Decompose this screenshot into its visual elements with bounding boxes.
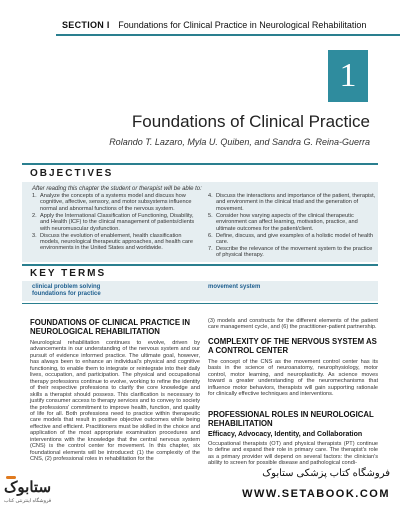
left-body-paragraph: Neurological rehabilitation continues to evolve, driven by advancements in our understanding of the nervous system and our pursuit of evidence informed practice. The ultimate goal, however, has always been to enhance an individual's physical and cognitive functioning, to enable them to integrate or reintegrate into their daily lives, occupation, and participation. The physical and occupational therapy professions continue to evolve, working to refine the identity of their respective professions to clarify the core knowledge and skills a therapist should possess. This clarification is necessary to justify consumer access to therapy services and to convey to society the professions' commitment to improve health, function, and quality of life for all. Both professions need to practice within therapeutic care models that result in positive objective outcomes while being effective and efficient. Practitioners must be skilled in the choice and application of the most appropriate examination procedures and interventions with the knowledge that the central nervous system (CNS) is the control center for movement. In this chapter, six foundational elements will be introduced: (1) the complexity of the CNS, (2) professional roles in rehabilitation for the <box>30 340 200 463</box>
setabook-badge-logo <box>0 468 62 512</box>
objectives-heading: OBJECTIVES <box>30 168 114 179</box>
badge-subtext: فروشگاه اینترنتی کتاب <box>4 498 52 504</box>
chapter-title: Foundations of Clinical Practice <box>131 112 370 131</box>
running-header-text <box>62 20 366 30</box>
footer-shop-name: فروشگاه کتاب پزشکی ستابوک <box>262 468 390 479</box>
objective-item: 4. Discuss the interactions and importance of the patient, therapist, and environment in the clinical triad and the generation of movement. <box>208 193 376 212</box>
running-header <box>0 0 400 34</box>
key-terms-top-rule <box>22 264 378 266</box>
section-title: Foundations for Clinical Practice in Neurological Rehabilitation <box>118 20 367 30</box>
objective-item: 7. Describe the relevance of the movement system to the practice of physical therapy. <box>208 246 373 259</box>
key-term: movement system <box>208 284 261 290</box>
objective-item: 1. Analyze the concepts of a systems model and discuss how cognitive, affective, sensory, and motor subsystems influence normal and abnormal functions of the nervous system. <box>32 193 192 212</box>
objectives-intro: After reading this chapter the student or therapist will be able to: <box>32 186 202 192</box>
objective-item: 5. Consider how varying aspects of the clinical therapeutic environment can affect learning, motivation, practice, and ultimate outcomes for the patient/client. <box>208 212 358 232</box>
section-label: SECTION I <box>62 20 110 30</box>
right-section-heading-2: PROFESSIONAL ROLES IN NEUROLOGICAL REHABILITATION <box>208 410 374 428</box>
right-section-heading-1: COMPLEXITY OF THE NERVOUS SYSTEM AS A CONTROL CENTER <box>208 337 377 355</box>
header-rule <box>56 34 400 36</box>
right-body-paragraph-1: The concept of the CNS as the movement control center has its basis in the science of neuroanatomy, neurophysiology, motor control, motor learning, and neuroplasticity. As science moves toward a greater understanding of the neuromechanisms that influence motor behaviors, therapists will gain supporting rationale for clinically effective techniques and interventions. <box>208 359 378 398</box>
key-terms-bottom-rule <box>22 303 378 304</box>
right-intro-paragraph: (3) models and constructs for the different elements of the patient care management cycle, and (6) the practitioner-patient partnership. <box>208 318 378 331</box>
chapter-authors: Rolando T. Lazaro, Myla U. Quiben, and Sandra G. Reina-Guerra <box>109 137 370 147</box>
right-subheading: Efficacy, Advocacy, Identity, and Collaboration <box>208 431 363 438</box>
right-body-paragraph-2: Occupational therapists (OT) and physical therapists (PT) continue to define and expand their role in primary care. The therapist's role as a primary provider will depend on several factors: the clinician's ability to screen for possible disease and pathological condi- <box>208 441 378 467</box>
key-term: foundations for practice <box>32 291 101 297</box>
footer-url: WWW.SETABOOK.COM <box>242 488 390 500</box>
objectives-right-list <box>208 193 378 259</box>
chapter-number-box <box>328 50 368 102</box>
badge-text: ستابوک <box>4 479 52 496</box>
objective-item: 6. Define, discuss, and give examples of a holistic model of health care. <box>208 232 374 246</box>
chapter-number: 1 <box>339 57 357 94</box>
key-terms-heading: KEY TERMS <box>30 268 107 279</box>
left-section-heading: FOUNDATIONS OF CLINICAL PRACTICE IN NEUROLOGICAL REHABILITATION <box>30 318 190 336</box>
key-term: clinical problem solving <box>32 284 101 290</box>
objectives-left-list <box>32 193 202 252</box>
objective-item: 3. Discuss the evolution of enablement, health classification models, neurological therapeutic approaches, and health care environments in the United States and worldwide. <box>32 232 193 252</box>
objectives-top-rule <box>22 163 378 165</box>
objective-item: 2. Apply the International Classification of Functioning, Disability, and Health (ICF) to the clinical management of patients/clients with neuromuscular dysfunction. <box>32 212 195 232</box>
